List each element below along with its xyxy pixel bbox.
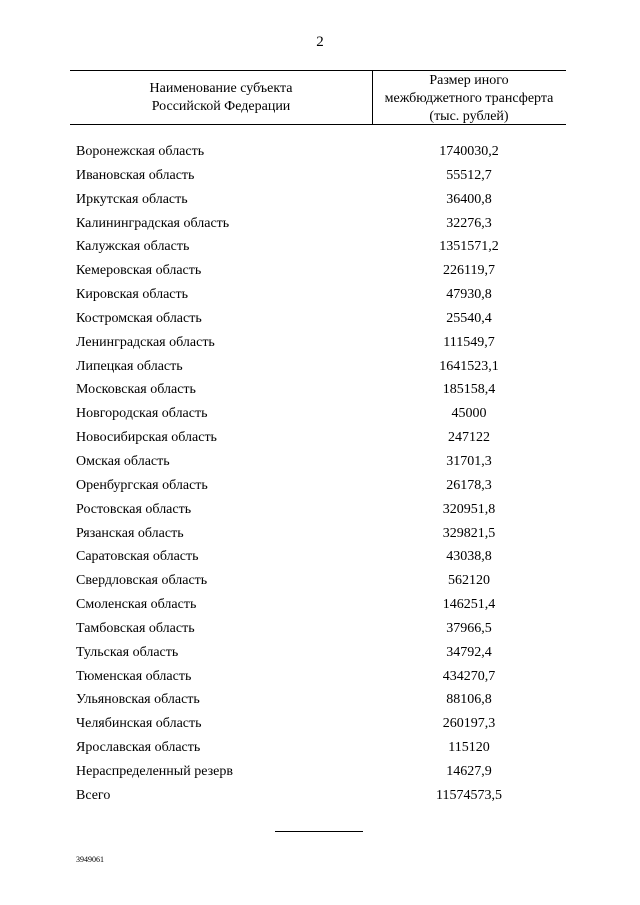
header-value-line: межбюджетного трансферта	[384, 91, 554, 106]
table-row	[0, 689, 640, 713]
region-name: Нераспределенный резерв	[76, 763, 233, 779]
header-value-line: (тыс. рублей)	[429, 109, 509, 124]
table-row	[0, 499, 640, 523]
table-row	[0, 332, 640, 356]
transfer-amount: 1351571,2	[439, 239, 499, 255]
transfer-amount: 247122	[448, 430, 490, 446]
table-row	[0, 523, 640, 547]
header-value-line: Размер иного	[429, 73, 509, 88]
transfer-amount: 47930,8	[446, 287, 492, 303]
page-number: 2	[316, 34, 324, 50]
header-name	[70, 80, 372, 116]
table-row	[0, 594, 640, 618]
table-row	[0, 570, 640, 594]
table-row	[0, 213, 640, 237]
region-name: Ленинградская область	[76, 334, 215, 350]
transfer-amount: 26178,3	[446, 477, 492, 493]
transfer-amount: 260197,3	[442, 716, 496, 732]
region-name: Ростовская область	[76, 501, 192, 517]
table-row	[0, 260, 640, 284]
header-name-line: Наименование субъекта	[149, 81, 293, 96]
table-row	[0, 642, 640, 666]
table-row	[0, 403, 640, 427]
table-row	[0, 451, 640, 475]
table-row	[0, 427, 640, 451]
region-name: Челябинская область	[76, 716, 202, 732]
region-name: Калужская область	[76, 239, 190, 255]
region-name: Кемеровская область	[76, 263, 202, 279]
region-name: Калининградская область	[76, 215, 230, 231]
region-name: Ульяновская область	[76, 692, 200, 708]
region-name: Саратовская область	[76, 549, 199, 565]
region-name: Иркутская область	[76, 191, 188, 207]
transfer-amount: 31701,3	[446, 453, 492, 469]
transfer-amount: 226119,7	[443, 263, 495, 279]
document-code: 3949061	[76, 855, 104, 864]
transfer-amount: 146251,4	[442, 597, 496, 613]
transfer-amount: 562120	[448, 573, 490, 589]
region-name: Воронежская область	[76, 144, 205, 159]
end-rule	[275, 831, 363, 832]
table-row	[0, 713, 640, 737]
transfer-amount: 43038,8	[446, 549, 492, 565]
transfer-amount: 115120	[448, 740, 490, 756]
transfer-amount: 1641523,1	[439, 358, 499, 374]
transfer-amount: 25540,4	[446, 310, 492, 326]
table-row	[0, 356, 640, 380]
transfer-amount: 11574573,5	[436, 787, 502, 803]
region-name: Костромская область	[76, 310, 202, 326]
region-name: Кировская область	[76, 287, 189, 303]
table-top-rule	[70, 70, 566, 71]
table-row	[0, 189, 640, 213]
table-row	[0, 666, 640, 690]
header-value	[372, 72, 566, 126]
table-body	[0, 141, 640, 809]
region-name: Рязанская область	[76, 525, 184, 541]
transfer-amount: 45000	[451, 406, 487, 422]
header-bottom-rule	[70, 124, 566, 125]
table-row	[0, 141, 640, 165]
region-name: Липецкая область	[76, 358, 183, 374]
transfer-amount: 185158,4	[442, 382, 496, 398]
transfer-amount: 88106,8	[446, 692, 492, 708]
region-name: Тамбовская область	[76, 620, 195, 636]
region-name: Тульская область	[76, 644, 179, 660]
region-name: Ивановская область	[76, 167, 195, 183]
region-name: Оренбургская область	[76, 477, 208, 493]
transfer-amount: 36400,8	[446, 191, 492, 207]
transfer-amount: 111549,7	[443, 334, 495, 350]
transfer-amount: 32276,3	[446, 215, 492, 231]
table-row	[0, 737, 640, 761]
transfer-amount: 320951,8	[442, 501, 496, 517]
table-row	[0, 546, 640, 570]
table-row	[0, 165, 640, 189]
region-name: Ярославская область	[76, 740, 201, 756]
region-name: Омская область	[76, 453, 170, 469]
table-row	[0, 785, 640, 809]
transfer-amount: 1740030,2	[439, 144, 499, 159]
region-name: Смоленская область	[76, 597, 197, 613]
transfer-amount: 34792,4	[446, 644, 492, 660]
region-name: Тюменская область	[76, 668, 192, 684]
transfer-amount: 37966,5	[446, 620, 492, 636]
region-name: Новгородская область	[76, 406, 208, 422]
table-row	[0, 379, 640, 403]
table-row	[0, 475, 640, 499]
table-row	[0, 284, 640, 308]
transfer-amount: 434270,7	[442, 668, 496, 684]
transfer-amount: 329821,5	[442, 525, 496, 541]
table-row	[0, 761, 640, 785]
region-name: Московская область	[76, 382, 196, 398]
table-row	[0, 308, 640, 332]
table-row	[0, 236, 640, 260]
transfer-amount: 55512,7	[446, 167, 492, 183]
header-name-line: Российской Федерации	[151, 99, 291, 114]
region-name: Свердловская область	[76, 573, 208, 589]
transfer-amount: 14627,9	[446, 763, 492, 779]
table-row	[0, 618, 640, 642]
region-name: Всего	[76, 787, 111, 803]
region-name: Новосибирская область	[76, 430, 217, 446]
